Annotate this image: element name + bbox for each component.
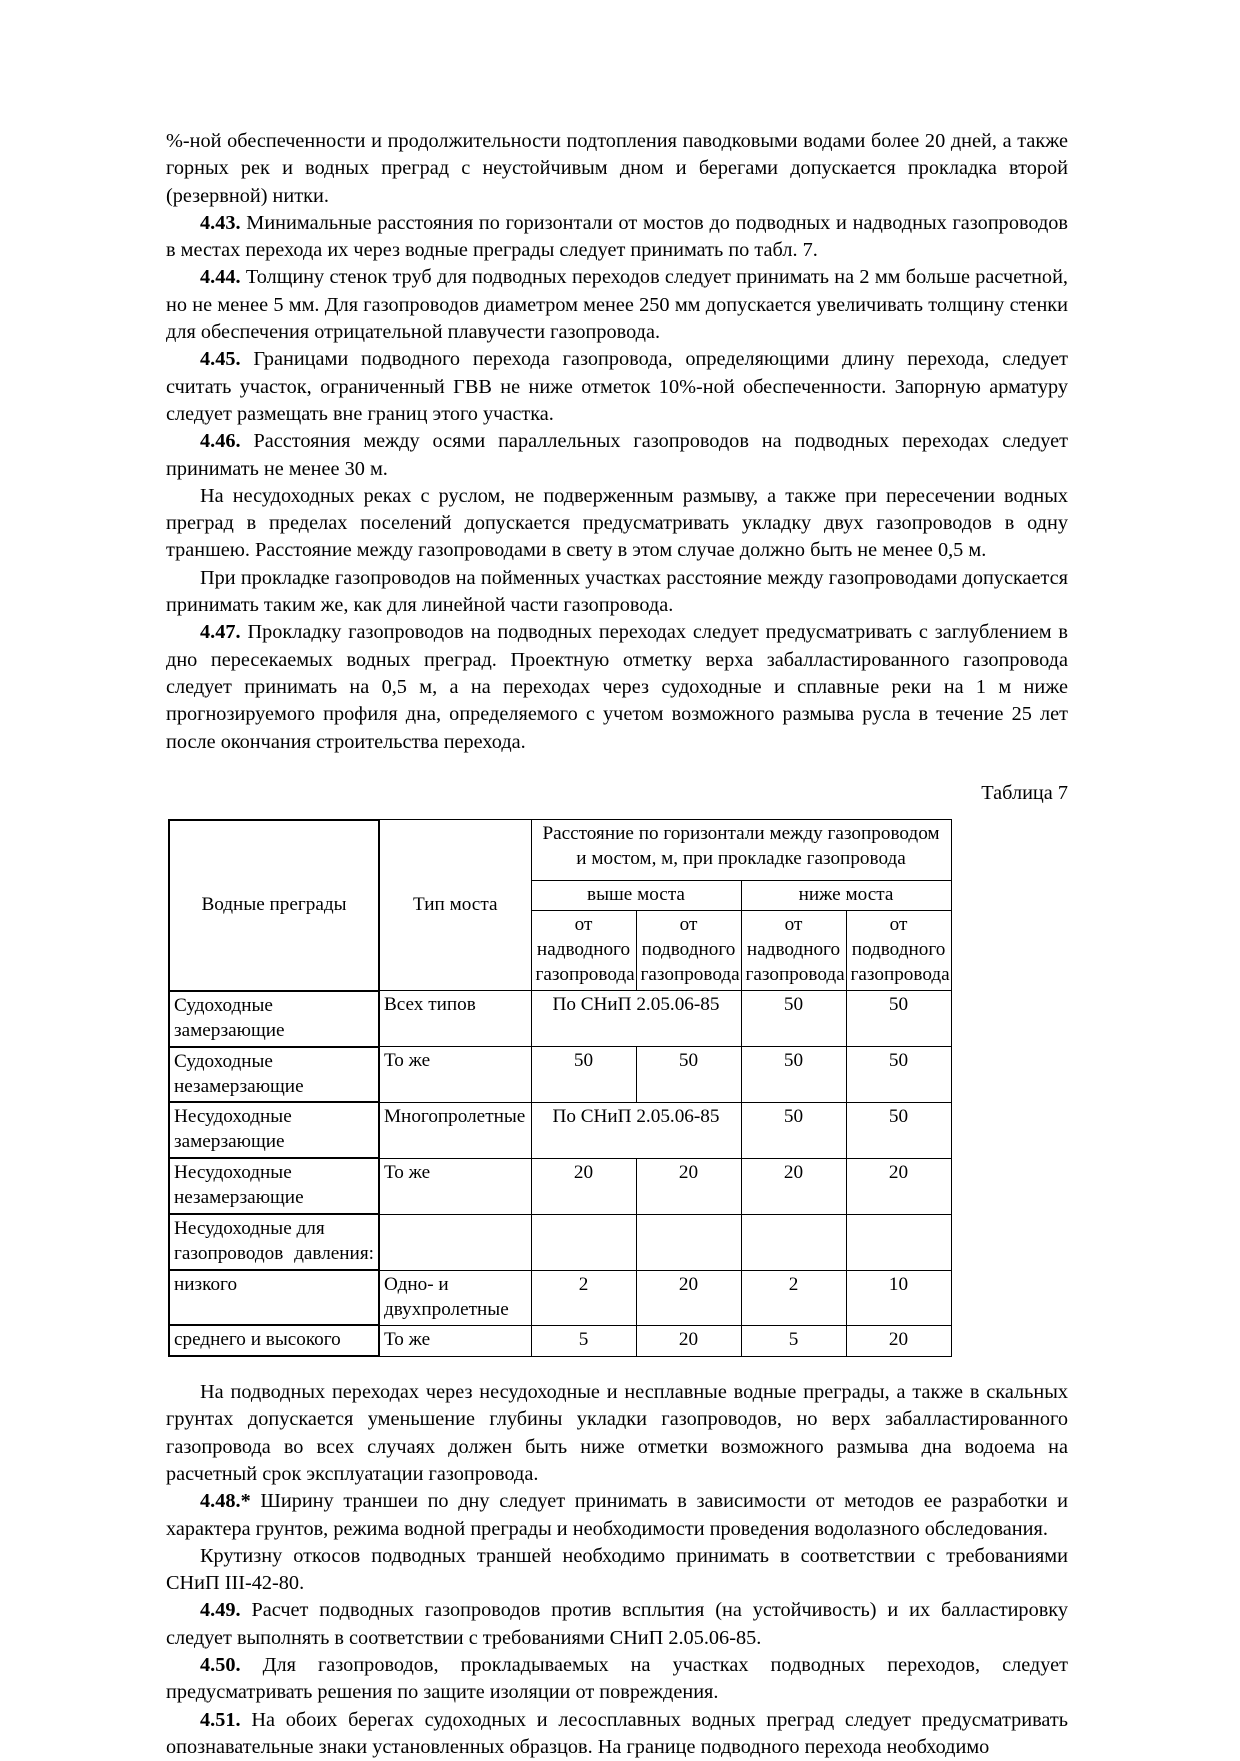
cell-above-nadvodnogo: 20	[531, 1158, 636, 1214]
table-row	[169, 991, 951, 1047]
clause-number-4-48: 4.48.*	[200, 1490, 251, 1513]
clause-text-4-48: Ширину траншеи по дну следует принимать в зависимости от методов ее разработки и характера грунтов, режима водной преграды и необходимости проведения водолазного обследования.	[166, 1490, 1068, 1540]
cell-below-nadvodnogo	[741, 1214, 846, 1270]
cell-bridge-type: То же	[379, 1047, 531, 1103]
paragraph-4-50	[166, 1652, 1068, 1707]
clause-text-4-45: Границами подводного перехода газопровода, определяющими длину перехода, следует считать участок, ограниченный ГВВ не ниже отметок 10%-ной обеспеченности. Запорную арматуру следует размещать вне границ этого участка.	[166, 348, 1068, 425]
th-bridge-type: Тип моста	[379, 820, 531, 991]
cell-below-nadvodnogo: 20	[741, 1158, 846, 1214]
clause-text-4-50: Для газопроводов, прокладываемых на участках подводных переходов, следует предусматривать решения по защите изоляции от повреждения.	[166, 1654, 1068, 1704]
paragraph-4-47	[166, 619, 1068, 755]
table-caption: Таблица 7	[981, 781, 1068, 804]
clause-number-4-45: 4.45.	[200, 348, 241, 371]
cell-above-merged: По СНиП 2.05.06-85	[531, 991, 741, 1047]
paragraph-after-table-1: На подводных переходах через несудоходные и несплавные водные преграды, а также в скальных грунтах допускается уменьшение глубины укладки газопроводов, но верх забалластированного газопровода во всех случаях должен быть ниже отметки возможного размыва дна водоема на расчетный срок эксплуатации газопровода.	[166, 1381, 1068, 1485]
clause-number-4-43: 4.43.	[200, 211, 241, 234]
cell-below-nadvodnogo: 5	[741, 1325, 846, 1356]
clause-number-4-44: 4.44.	[200, 266, 241, 289]
cell-above-nadvodnogo	[531, 1214, 636, 1270]
cell-bridge-type	[379, 1214, 531, 1270]
table-row	[169, 1270, 951, 1325]
cell-obstacle-low-pressure: низкого	[169, 1270, 379, 1325]
th-group-distance: Расстояние по горизонтали между газопроводом и мостом, м, при прокладке газопровода	[531, 820, 951, 881]
cell-bridge-type: Многопролетные	[379, 1102, 531, 1158]
table-row	[169, 1102, 951, 1158]
cell-obstacle: Судоходные незамерзающие	[169, 1047, 379, 1103]
th-water-obstacles: Водные преграды	[169, 820, 379, 991]
cell-below-podvodnogo: 50	[846, 991, 951, 1047]
table-header-row-1	[169, 820, 951, 881]
cell-bridge-type: Одно- и двухпролетные	[379, 1270, 531, 1325]
clause-text-4-51: На обоих берегах судоходных и лесосплавных водных преград следует предусматривать опознавательные знаки установленных образцов. На границе подводного перехода необходимо	[166, 1708, 1068, 1758]
clause-text-4-46: Расстояния между осями параллельных газопроводов на подводных переходах следует принимать не менее 30 м.	[166, 430, 1068, 480]
clause-text-4-49: Расчет подводных газопроводов против всплытия (на устойчивость) и их балластировку следует выполнять в соответствии с требованиями СНиП 2.05.06-85.	[166, 1599, 1068, 1649]
cell-above-podvodnogo: 20	[636, 1325, 741, 1356]
cell-bridge-type: Всех типов	[379, 991, 531, 1047]
table-7-wrapper	[166, 819, 1068, 1357]
cell-below-nadvodnogo: 2	[741, 1270, 846, 1325]
cell-above-podvodnogo: 20	[636, 1270, 741, 1325]
table-row	[169, 1325, 951, 1356]
th-above-bridge: выше моста	[531, 881, 741, 911]
paragraph-floodplain: При прокладке газопроводов на пойменных участках расстояние между газопроводами допускается принимать таким же, как для линейной части газопровода.	[166, 566, 1068, 617]
paragraph-nonnavigable-rivers: На несудоходных реках с руслом, не подверженным размыву, а также при пересечении водных преград в пределах поселений допускается предусматривать укладку двух газопроводов в одну траншею. Расстояние между газопроводами в свету в этом случае должно быть не менее 0,5 м.	[166, 484, 1068, 562]
cell-above-nadvodnogo: 2	[531, 1270, 636, 1325]
cell-bridge-type: То же	[379, 1158, 531, 1214]
paragraph-4-48	[166, 1488, 1068, 1543]
paragraph-4-43	[166, 210, 1068, 265]
cell-above-podvodnogo: 20	[636, 1158, 741, 1214]
cell-below-podvodnogo: 20	[846, 1158, 951, 1214]
cell-above-nadvodnogo: 5	[531, 1325, 636, 1356]
table-7	[168, 819, 952, 1357]
cell-above-podvodnogo	[636, 1214, 741, 1270]
cell-below-podvodnogo	[846, 1214, 951, 1270]
table-row	[169, 1214, 951, 1270]
cell-bridge-type: То же	[379, 1325, 531, 1356]
text-block-top	[166, 128, 1068, 756]
cell-below-podvodnogo: 50	[846, 1047, 951, 1103]
clause-text-4-44: Толщину стенок труб для подводных переходов следует принимать на 2 мм больше расчетной, но не менее 5 мм. Для газопроводов диаметром менее 250 мм допускается увеличивать толщину стенки для обеспечения отрицательной плавучести газопровода.	[166, 266, 1068, 344]
text-block-bottom	[166, 1379, 1068, 1761]
table-row	[169, 1047, 951, 1103]
cell-below-podvodnogo: 50	[846, 1102, 951, 1158]
th-below-bridge: ниже моста	[741, 881, 951, 911]
cell-obstacle: Несудоходные замерзающие	[169, 1102, 379, 1158]
paragraph-continuation: %-ной обеспеченности и продолжительности подтопления паводковыми водами более 20 дней, а также горных рек и водных преград с неустойчивым дном и берегами допускается прокладка второй (резервной) нитки.	[166, 130, 1068, 207]
cell-above-podvodnogo: 50	[636, 1047, 741, 1103]
clause-number-4-46: 4.46.	[200, 430, 241, 453]
th-below-from-above-water-pipe: от надводного газопровода	[741, 911, 846, 991]
cell-above-merged: По СНиП 2.05.06-85	[531, 1102, 741, 1158]
cell-below-podvodnogo: 10	[846, 1270, 951, 1325]
cell-obstacle-medium-high-pressure: среднего и высокого	[169, 1325, 379, 1356]
clause-number-4-49: 4.49.	[200, 1599, 241, 1622]
cell-below-nadvodnogo: 50	[741, 1102, 846, 1158]
clause-text-4-43: Минимальные расстояния по горизонтали от мостов до подводных и надводных газопроводов в местах перехода их через водные преграды следует принимать по табл. 7.	[166, 211, 1068, 262]
cell-above-nadvodnogo: 50	[531, 1047, 636, 1103]
cell-below-podvodnogo: 20	[846, 1325, 951, 1356]
th-above-from-above-water-pipe: от надводного газопровода	[531, 911, 636, 991]
cell-below-nadvodnogo: 50	[741, 1047, 846, 1103]
table-7-head	[169, 820, 951, 991]
clause-number-4-50: 4.50.	[200, 1654, 241, 1676]
clause-number-4-51: 4.51.	[200, 1708, 241, 1731]
th-above-from-underwater-pipe: от подводного газопровода	[636, 911, 741, 991]
cell-obstacle-group-heading: Несудоходные для газопроводов давления:	[169, 1214, 379, 1270]
paragraph-4-44	[166, 264, 1068, 346]
table-row	[169, 1158, 951, 1214]
paragraph-4-49	[166, 1597, 1068, 1652]
table-7-body	[169, 991, 951, 1356]
paragraph-4-46	[166, 428, 1068, 483]
clause-number-4-47: 4.47.	[200, 621, 241, 644]
cell-obstacle: Судоходные замерзающие	[169, 991, 379, 1047]
paragraph-4-51	[166, 1707, 1068, 1761]
paragraph-slope-steepness: Крутизну откосов подводных траншей необходимо принимать в соответствии с требованиями СНиП III-42-80.	[166, 1544, 1068, 1595]
paragraph-4-45	[166, 346, 1068, 428]
cell-below-nadvodnogo: 50	[741, 991, 846, 1047]
th-below-from-underwater-pipe: от подводного газопровода	[846, 911, 951, 991]
clause-text-4-47: Прокладку газопроводов на подводных переходах следует предусматривать с заглублением в дно пересекаемых водных преград. Проектную отметку верха забалластированного газопровода следует принимать на 0,5 м, а на переходах через судоходные и сплавные реки на 1 м ниже прогнозируемого профиля дна, определяемого с учетом возможного размыва русла в течение 25 лет после окончания строительства перехода.	[166, 621, 1068, 753]
cell-obstacle: Несудоходные незамерзающие	[169, 1158, 379, 1214]
